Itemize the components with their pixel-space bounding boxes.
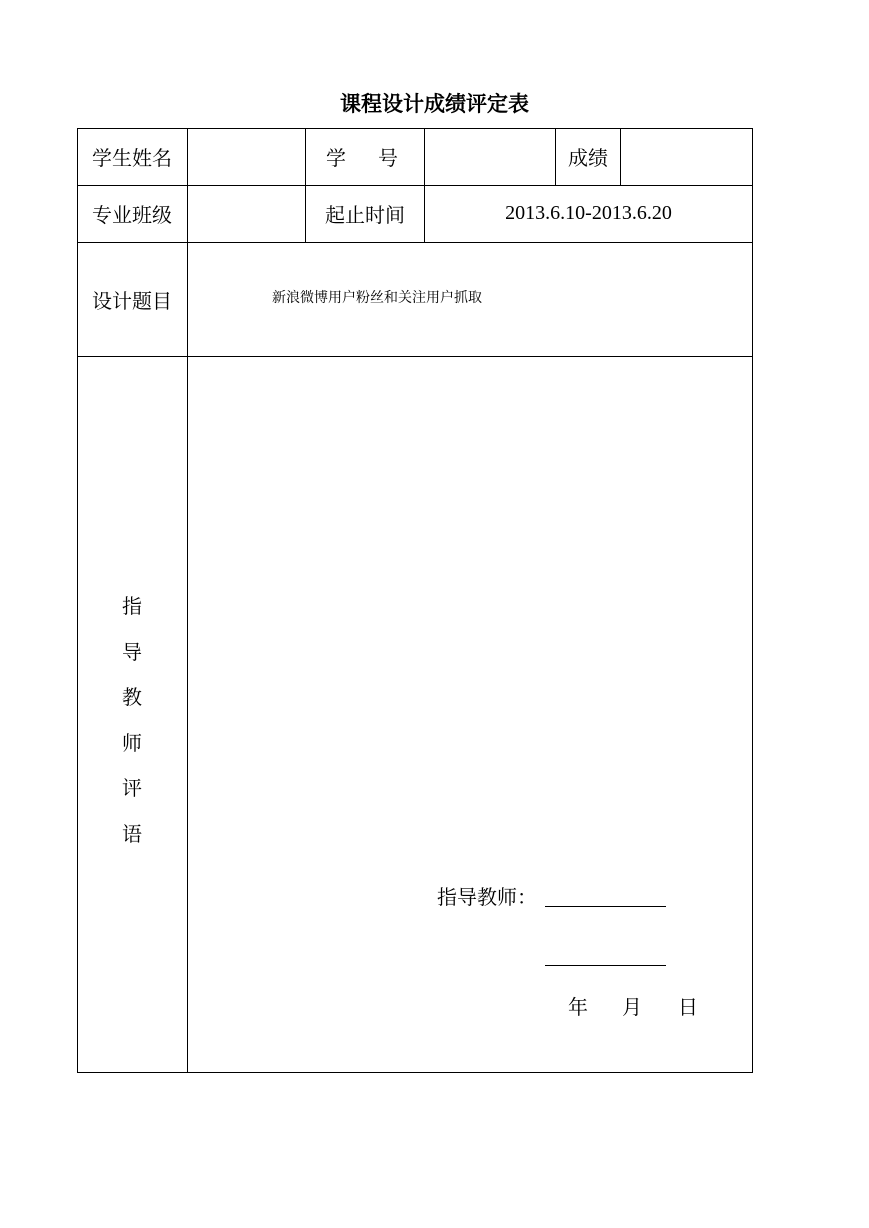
table-border-right (752, 128, 753, 1073)
date-day-label: 日 (678, 995, 698, 1019)
major-class-field[interactable] (188, 185, 305, 242)
grade-label: 成绩 (568, 146, 608, 170)
table-border-bottom (77, 1072, 753, 1073)
student-id-label: 学 号 (326, 146, 404, 170)
grade-evaluation-table (77, 128, 753, 1073)
comment-label-char: 语 (122, 821, 142, 846)
comment-label-char: 教 (122, 685, 142, 709)
student-id-field[interactable] (425, 128, 555, 185)
signature-line[interactable] (545, 906, 666, 907)
form-title: 课程设计成绩评定表 (340, 92, 529, 116)
comment-label-vertical (77, 584, 187, 857)
student-name-field[interactable] (188, 128, 305, 185)
student-name-label: 学生姓名 (92, 146, 172, 170)
date-year-label: 年 (568, 995, 588, 1019)
signature-line-2[interactable] (545, 965, 666, 966)
label-column-divider (187, 128, 188, 1073)
comment-label-char: 导 (122, 639, 142, 664)
topic-value: 新浪微博用户粉丝和关注用户抓取 (272, 290, 482, 306)
comment-label-char: 指 (122, 594, 142, 618)
grade-field[interactable] (621, 128, 752, 185)
topic-label: 设计题目 (92, 288, 172, 313)
major-class-label: 专业班级 (92, 203, 172, 227)
period-label: 起止时间 (325, 203, 405, 227)
date-month-label: 月 (622, 995, 642, 1019)
row-divider-3 (77, 356, 753, 357)
comment-label-char: 评 (122, 776, 142, 800)
period-value: 2013.6.10-2013.6.20 (505, 202, 672, 224)
comment-label-char: 师 (122, 730, 142, 755)
signature-label: 指导教师： (437, 885, 537, 909)
